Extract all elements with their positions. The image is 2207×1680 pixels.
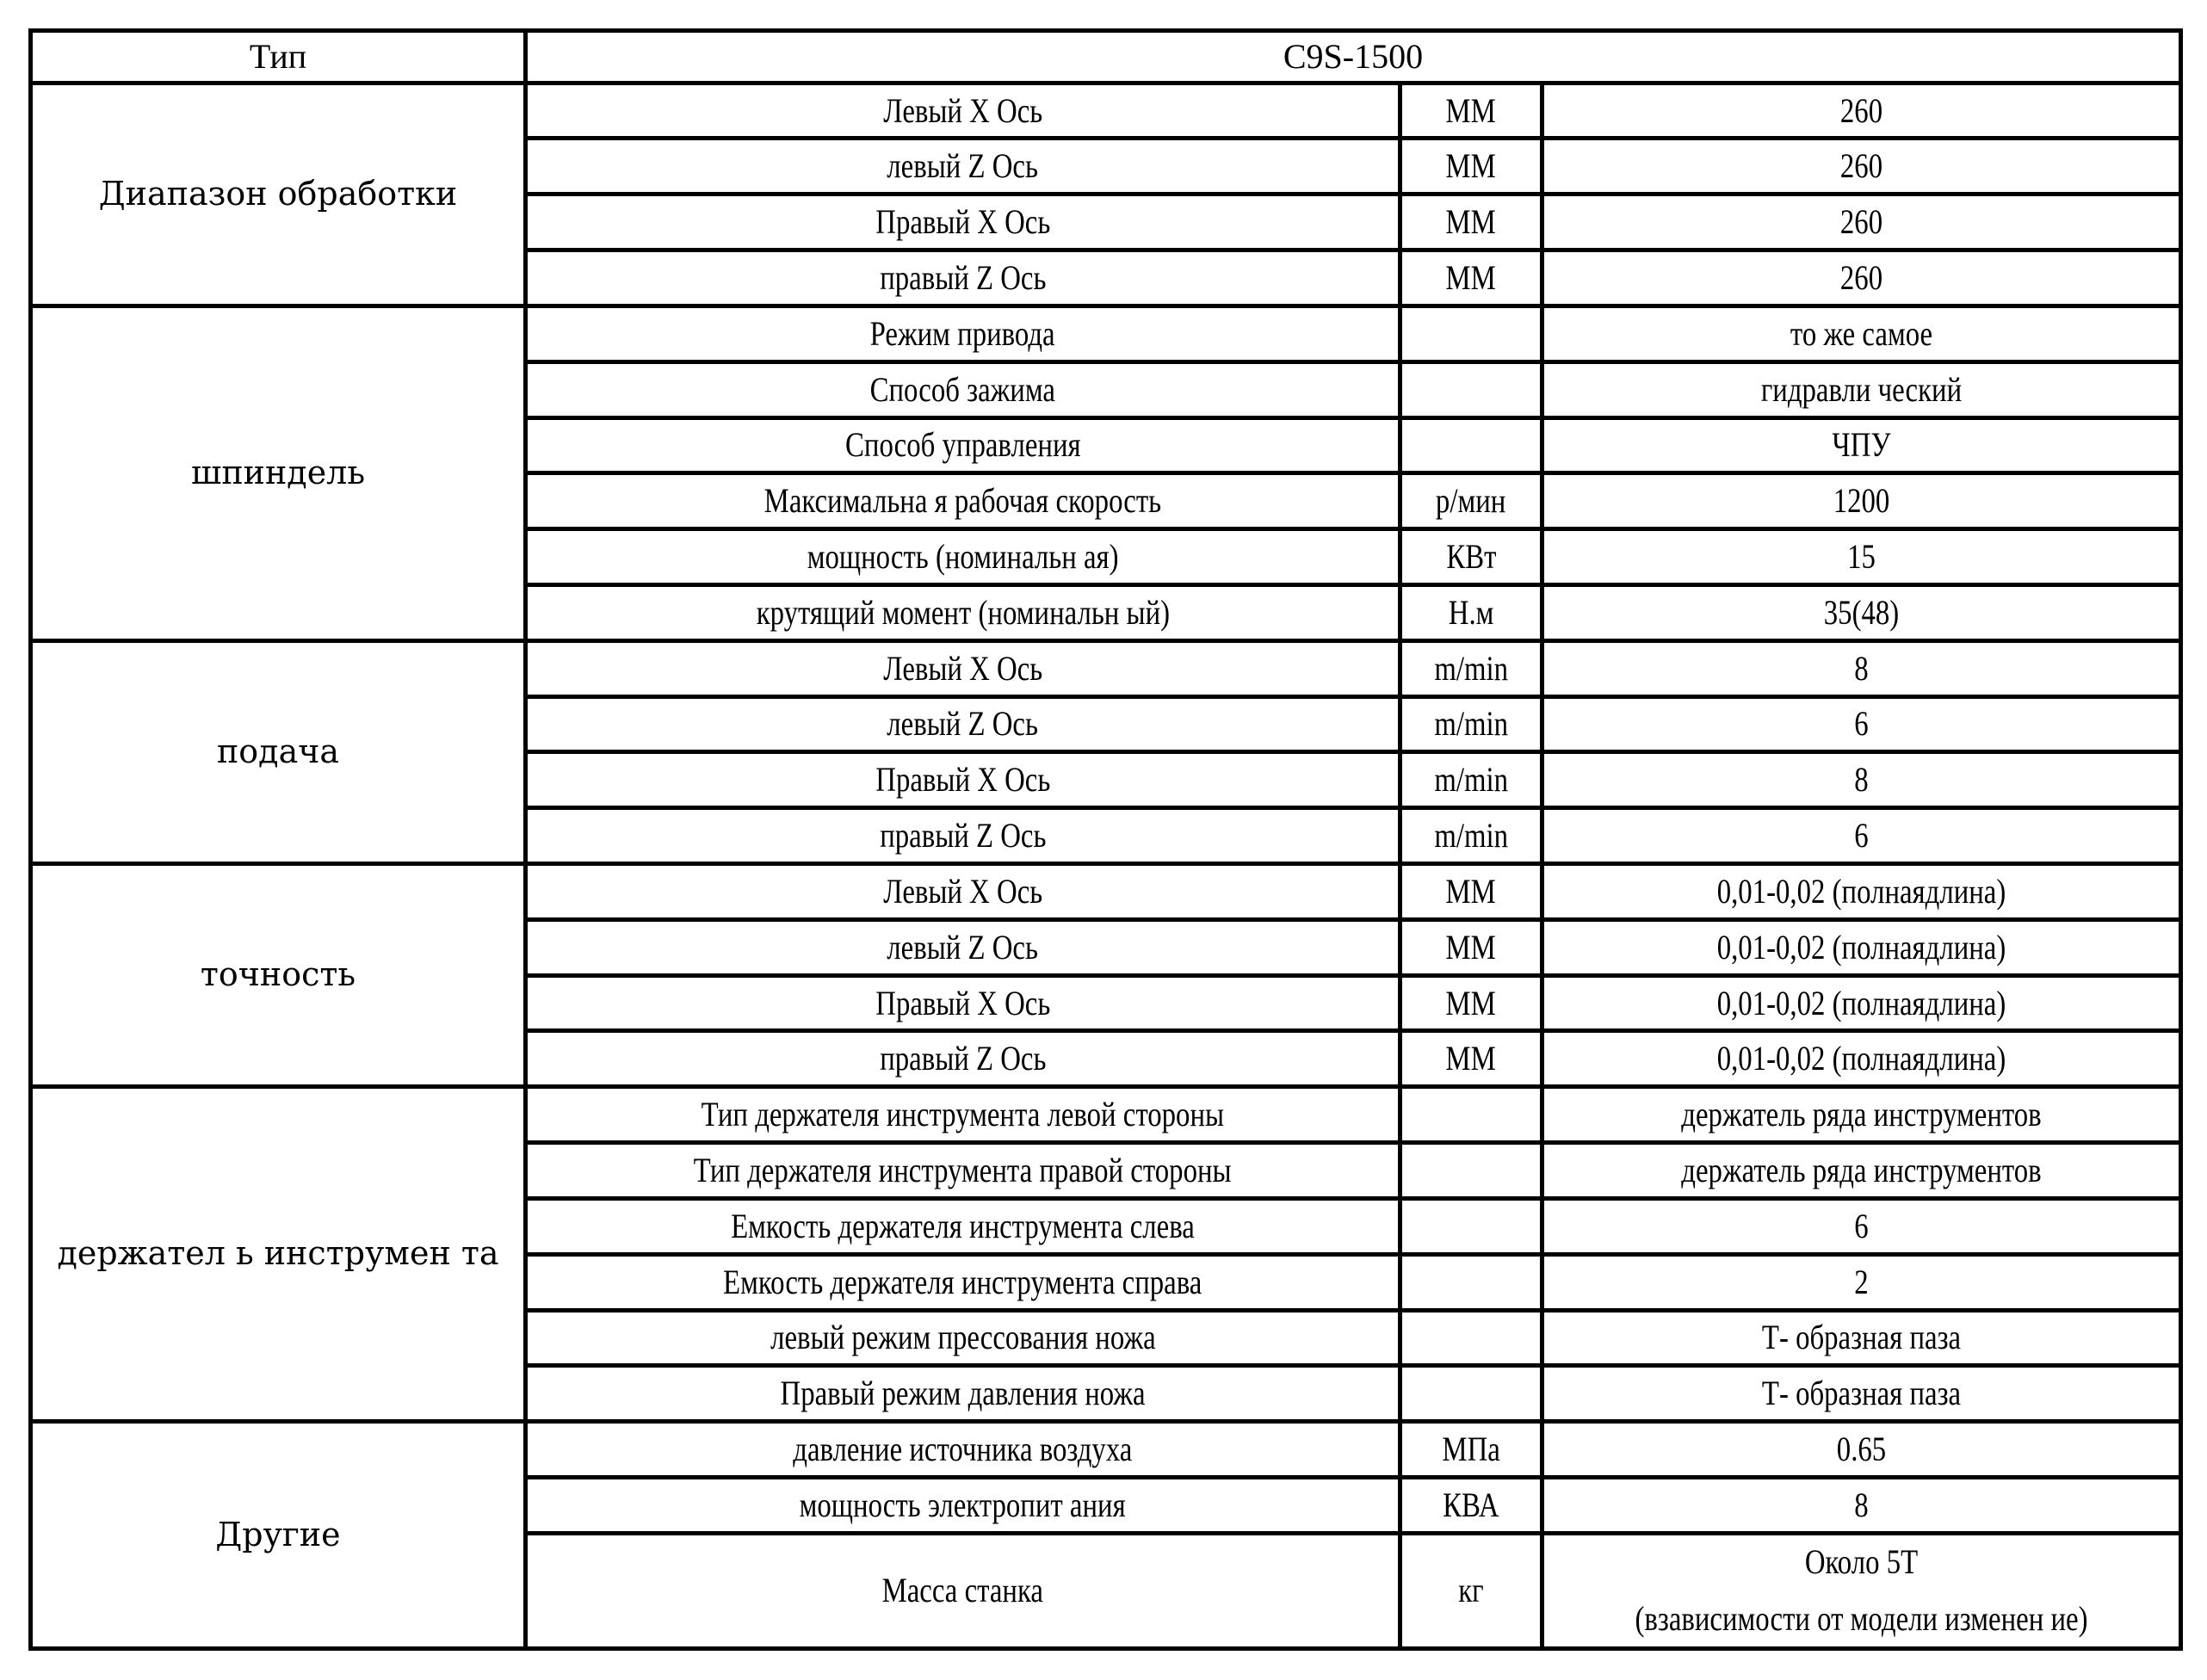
spec-row — [31, 1422, 2181, 1478]
unit-cell — [1400, 640, 1542, 696]
param-cell — [526, 361, 1400, 417]
param-cell — [526, 1422, 1400, 1478]
value: Т- образная паза — [1761, 1374, 1962, 1413]
value: 0,01-0,02 (полнаядлина) — [1716, 1039, 2006, 1078]
unit-cell — [1400, 584, 1542, 640]
unit: ММ — [1445, 202, 1497, 242]
value-cell — [1542, 417, 2181, 473]
unit-cell — [1400, 529, 1542, 585]
value-cell — [1542, 1031, 2181, 1087]
spec-table — [28, 28, 2183, 1651]
value: держатель ряда инструментов — [1681, 1095, 2042, 1134]
param-cell — [526, 529, 1400, 585]
param-name: Правый X Ось — [875, 202, 1050, 242]
value-cell — [1542, 83, 2181, 139]
group-label: Другие — [31, 1422, 526, 1649]
param-cell — [526, 808, 1400, 864]
unit-cell — [1400, 1254, 1542, 1310]
unit-cell — [1400, 473, 1542, 529]
value: 15 — [1847, 537, 1876, 577]
value-cell — [1542, 696, 2181, 752]
param-cell — [526, 1310, 1400, 1366]
unit: ММ — [1445, 1039, 1497, 1078]
value: 8 — [1854, 1485, 1869, 1524]
unit: МПа — [1442, 1430, 1500, 1469]
value-cell — [1542, 139, 2181, 195]
value-cell — [1542, 1198, 2181, 1254]
param-cell — [526, 1087, 1400, 1143]
value: 260 — [1839, 90, 1883, 130]
unit: ММ — [1445, 90, 1497, 130]
spec-row — [31, 83, 2181, 139]
param-cell — [526, 1366, 1400, 1422]
param-name: мощность электропит ания — [799, 1485, 1127, 1524]
unit-cell — [1400, 752, 1542, 808]
unit: m/min — [1434, 704, 1508, 744]
unit: КВА — [1443, 1485, 1499, 1524]
param-name: Тип держателя инструмента левой стороны — [701, 1095, 1225, 1134]
unit: р/мин — [1436, 481, 1506, 521]
value: 6 — [1854, 1206, 1869, 1245]
param-name: правый Z Ось — [879, 257, 1047, 297]
param-name: Режим привода — [869, 313, 1056, 353]
value-cell — [1542, 864, 2181, 920]
value: 2 — [1854, 1262, 1869, 1301]
spec-row — [31, 864, 2181, 920]
value-cell — [1542, 1254, 2181, 1310]
value-cell — [1542, 195, 2181, 250]
value: то же самое — [1790, 313, 1933, 353]
param-name: Емкость держателя инструмента слева — [731, 1206, 1195, 1245]
group-label: точность — [31, 864, 526, 1087]
value: 6 — [1854, 816, 1869, 855]
unit: КВт — [1445, 537, 1497, 577]
group-label: шпиндель — [31, 306, 526, 640]
param-name: Правый X Ось — [875, 760, 1050, 800]
value: 0.65 — [1836, 1430, 1887, 1469]
unit-cell — [1400, 306, 1542, 361]
value-cell — [1542, 752, 2181, 808]
unit-cell — [1400, 919, 1542, 975]
value: ЧПУ — [1832, 425, 1891, 465]
type-label: Тип — [31, 31, 526, 83]
unit-cell — [1400, 250, 1542, 306]
unit: кг — [1458, 1571, 1484, 1610]
value-cell — [1542, 250, 2181, 306]
param-cell — [526, 473, 1400, 529]
param-name: Правый режим давления ножа — [780, 1374, 1146, 1413]
unit-cell — [1400, 361, 1542, 417]
unit-cell — [1400, 1087, 1542, 1143]
value: держатель ряда инструментов — [1681, 1150, 2042, 1189]
value: 1200 — [1833, 481, 1890, 521]
spec-row — [31, 306, 2181, 361]
unit: m/min — [1434, 816, 1508, 855]
value: Т- образная паза — [1761, 1318, 1962, 1357]
unit: ММ — [1445, 146, 1497, 186]
param-name: левый Z Ось — [887, 146, 1039, 186]
param-cell — [526, 1533, 1400, 1648]
value: 8 — [1854, 648, 1869, 688]
value: 260 — [1839, 257, 1883, 297]
value-cell — [1542, 1143, 2181, 1199]
value-cell — [1542, 1087, 2181, 1143]
param-cell — [526, 1031, 1400, 1087]
unit: ММ — [1445, 871, 1497, 911]
unit: m/min — [1434, 760, 1508, 800]
param-name: Левый X Ось — [883, 871, 1042, 911]
param-name: Максимальна я рабочая скорость — [763, 481, 1162, 521]
value: Около 5Т — [1804, 1542, 1919, 1582]
unit: ММ — [1445, 257, 1497, 297]
unit-cell — [1400, 83, 1542, 139]
param-name: Способ зажима — [869, 369, 1056, 409]
param-name: правый Z Ось — [879, 816, 1047, 855]
value-note: (взависимости от модели изменен ие) — [1635, 1599, 2088, 1639]
value: 0,01-0,02 (полнаядлина) — [1716, 927, 2006, 967]
value: 260 — [1839, 202, 1883, 242]
param-name: правый Z Ось — [879, 1039, 1047, 1078]
unit-cell — [1400, 417, 1542, 473]
group-label: держател ь инструмен та — [31, 1087, 526, 1422]
param-cell — [526, 139, 1400, 195]
param-name: давление источника воздуха — [793, 1430, 1133, 1469]
param-cell — [526, 1477, 1400, 1533]
param-cell — [526, 864, 1400, 920]
param-name: Правый X Ось — [875, 983, 1050, 1022]
param-cell — [526, 752, 1400, 808]
unit-cell — [1400, 1143, 1542, 1199]
param-name: Тип держателя инструмента правой стороны — [694, 1150, 1232, 1189]
header-row — [31, 31, 2181, 83]
unit-cell — [1400, 1031, 1542, 1087]
value-cell — [1542, 361, 2181, 417]
group-label: подача — [31, 640, 526, 863]
value-cell — [1542, 1310, 2181, 1366]
value-cell — [1542, 975, 2181, 1031]
value-cell — [1542, 1533, 2181, 1648]
value: 35(48) — [1823, 592, 1900, 632]
value-cell — [1542, 1422, 2181, 1478]
value-cell — [1542, 529, 2181, 585]
group-label: Диапазон обработки — [31, 83, 526, 306]
param-name: Способ управления — [844, 425, 1081, 465]
param-cell — [526, 696, 1400, 752]
spec-row — [31, 640, 2181, 696]
model-name: C9S-1500 — [526, 31, 2181, 83]
param-name: левый Z Ось — [887, 927, 1039, 967]
unit-cell — [1400, 1533, 1542, 1648]
param-cell — [526, 584, 1400, 640]
unit-cell — [1400, 975, 1542, 1031]
value: 260 — [1839, 146, 1883, 186]
unit-cell — [1400, 1198, 1542, 1254]
value-cell — [1542, 306, 2181, 361]
value-cell — [1542, 808, 2181, 864]
unit: ММ — [1445, 927, 1497, 967]
unit-cell — [1400, 1366, 1542, 1422]
param-name: Масса станка — [881, 1571, 1044, 1610]
value: 0,01-0,02 (полнаядлина) — [1716, 983, 2006, 1022]
unit-cell — [1400, 864, 1542, 920]
value-cell — [1542, 1477, 2181, 1533]
param-name: Левый X Ось — [883, 90, 1042, 130]
param-cell — [526, 1143, 1400, 1199]
param-cell — [526, 975, 1400, 1031]
unit: m/min — [1434, 648, 1508, 688]
unit-cell — [1400, 195, 1542, 250]
param-cell — [526, 417, 1400, 473]
value-cell — [1542, 584, 2181, 640]
param-name: мощность (номинальн ая) — [807, 537, 1119, 577]
unit: Н.м — [1448, 592, 1494, 632]
param-cell — [526, 640, 1400, 696]
param-cell — [526, 83, 1400, 139]
param-name: левый режим прессования ножа — [770, 1318, 1156, 1357]
param-cell — [526, 919, 1400, 975]
param-name: Емкость держателя инструмента справа — [723, 1262, 1202, 1301]
param-cell — [526, 1198, 1400, 1254]
value-cell — [1542, 919, 2181, 975]
value-cell — [1542, 1366, 2181, 1422]
unit-cell — [1400, 1310, 1542, 1366]
value: 0,01-0,02 (полнаядлина) — [1716, 871, 2006, 911]
value: 8 — [1854, 760, 1869, 800]
param-cell — [526, 195, 1400, 250]
unit-cell — [1400, 139, 1542, 195]
param-cell — [526, 1254, 1400, 1310]
param-name: крутящий момент (номинальн ый) — [756, 592, 1170, 632]
unit-cell — [1400, 1477, 1542, 1533]
unit-cell — [1400, 808, 1542, 864]
param-name: Левый X Ось — [883, 648, 1042, 688]
unit-cell — [1400, 1422, 1542, 1478]
param-cell — [526, 306, 1400, 361]
value: 6 — [1854, 704, 1869, 744]
unit: ММ — [1445, 983, 1497, 1022]
spec-row — [31, 1087, 2181, 1143]
param-name: левый Z Ось — [887, 704, 1039, 744]
param-cell — [526, 250, 1400, 306]
value: гидравли ческий — [1760, 369, 1963, 409]
unit-cell — [1400, 696, 1542, 752]
value-cell — [1542, 640, 2181, 696]
value-cell — [1542, 473, 2181, 529]
